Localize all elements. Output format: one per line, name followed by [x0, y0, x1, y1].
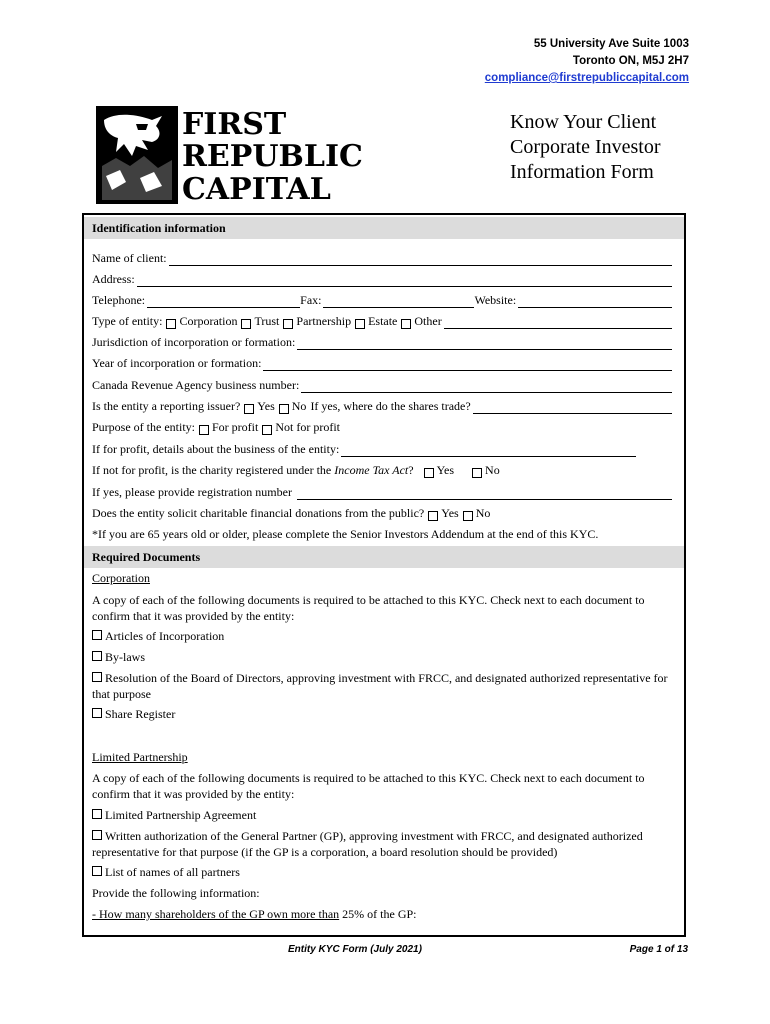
share-register-checkbox[interactable] [92, 708, 102, 718]
charity-row: If not for profit, is the charity registered under the Income Tax Act ? Yes No [92, 463, 500, 477]
lp-doc-gp-authorization: Written authorization of the General Partner (GP), approving investment with FRCC, and designated authorized representative for that purpose (if the GP is a corporation, a board resolution should be provided) [92, 829, 643, 859]
purpose-row: Purpose of the entity: For profit Not for profit [92, 420, 340, 434]
resolution-checkbox[interactable] [92, 672, 102, 682]
gp-shareholders-question: - How many shareholders of the GP own more than 25% of the GP: [92, 907, 417, 921]
cra-row: Canada Revenue Agency business number: [92, 378, 672, 393]
provide-info-label: Provide the following information: [92, 886, 260, 900]
gp-authorization-checkbox[interactable] [92, 830, 102, 840]
svg-text:CAPITAL: CAPITAL [182, 172, 331, 204]
senior-note: *If you are 65 years old or older, please complete the Senior Investors Addendum at the end of this KYC. [92, 527, 599, 541]
charity-yes-checkbox[interactable] [424, 468, 434, 478]
client-name-row: Name of client: [92, 251, 672, 266]
for-profit-checkbox[interactable] [199, 425, 209, 435]
kyc-form [82, 213, 686, 937]
footer-page-number: Page 1 of 13 [629, 944, 688, 955]
trust-checkbox[interactable] [241, 319, 251, 329]
bylaws-checkbox[interactable] [92, 651, 102, 661]
compliance-email-link[interactable]: compliance@firstrepubliccapital.com [484, 72, 689, 84]
address-row: Address: [92, 272, 672, 287]
lp-agreement-checkbox[interactable] [92, 809, 102, 819]
fax-field[interactable] [323, 295, 474, 308]
cra-number-field[interactable] [301, 380, 672, 393]
donations-no-checkbox[interactable] [463, 511, 473, 521]
svg-text:FIRST: FIRST [182, 107, 287, 142]
other-entity-field[interactable] [444, 316, 672, 329]
year-row: Year of incorporation or formation: [92, 356, 672, 371]
address-line-2: Toronto ON, M5J 2H7 [572, 55, 689, 67]
other-checkbox[interactable] [401, 319, 411, 329]
corporation-subheading: Corporation [92, 571, 150, 585]
reporting-issuer-row: Is the entity a reporting issuer? Yes No If yes, where do the shares trade? [92, 399, 672, 414]
registration-row: If yes, please provide registration number [92, 485, 672, 500]
client-name-field[interactable] [169, 253, 672, 266]
lp-doc-partners-list: List of names of all partners [92, 864, 672, 880]
contact-row: Telephone: Fax: Website: [92, 293, 672, 308]
telephone-field[interactable] [147, 295, 300, 308]
not-for-profit-checkbox[interactable] [262, 425, 272, 435]
address-field[interactable] [137, 274, 672, 287]
identification-heading: Identification information [84, 217, 684, 239]
year-field[interactable] [263, 358, 672, 371]
address-line-1: 55 University Ave Suite 1003 [533, 38, 689, 50]
partnership-checkbox[interactable] [283, 319, 293, 329]
title-line-2: Corporate Investor [510, 136, 661, 158]
charity-no-checkbox[interactable] [472, 468, 482, 478]
donations-yes-checkbox[interactable] [428, 511, 438, 521]
profit-details-row: If for profit, details about the business of the entity: [92, 442, 636, 457]
corp-doc-articles: Articles of Incorporation [92, 628, 672, 644]
reporting-no-checkbox[interactable] [279, 404, 289, 414]
form-title [510, 110, 661, 185]
reporting-yes-checkbox[interactable] [244, 404, 254, 414]
articles-checkbox[interactable] [92, 630, 102, 640]
registration-number-field[interactable] [297, 487, 672, 500]
lp-doc-agreement: Limited Partnership Agreement [92, 807, 672, 823]
corporation-checkbox[interactable] [166, 319, 176, 329]
estate-checkbox[interactable] [355, 319, 365, 329]
donations-row: Does the entity solicit charitable financial donations from the public? Yes No [92, 506, 491, 520]
limited-partnership-intro: A copy of each of the following documents is required to be attached to this KYC. Check next to each document to confirm that it was provided by the entity: [92, 771, 645, 801]
corp-doc-share-register: Share Register [92, 706, 672, 722]
jurisdiction-row: Jurisdiction of incorporation or formation: [92, 335, 672, 350]
title-line-3: Information Form [510, 161, 654, 183]
required-documents-heading: Required Documents [84, 546, 684, 568]
footer-form-name: Entity KYC Form (July 2021) [288, 944, 422, 955]
website-field[interactable] [518, 295, 672, 308]
partners-list-checkbox[interactable] [92, 866, 102, 876]
limited-partnership-subheading: Limited Partnership [92, 750, 188, 764]
svg-text:REPUBLIC: REPUBLIC [182, 139, 363, 174]
business-details-field[interactable] [341, 444, 636, 457]
corporation-intro: A copy of each of the following documents is required to be attached to this KYC. Check next to each document to confirm that it was provided by the entity: [92, 593, 645, 623]
shares-trade-field[interactable] [473, 401, 672, 414]
corp-doc-resolution: Resolution of the Board of Directors, approving investment with FRCC, and designated authorized representative for that purpose [92, 671, 668, 701]
corp-doc-bylaws: By-laws [92, 649, 672, 665]
title-line-1: Know Your Client [510, 111, 657, 133]
entity-type-row: Type of entity: Corporation Trust Partnership Estate Other [92, 314, 672, 329]
eagle-logo-icon [96, 106, 396, 204]
company-logo [96, 106, 396, 204]
jurisdiction-field[interactable] [297, 337, 672, 350]
company-address [485, 36, 689, 87]
